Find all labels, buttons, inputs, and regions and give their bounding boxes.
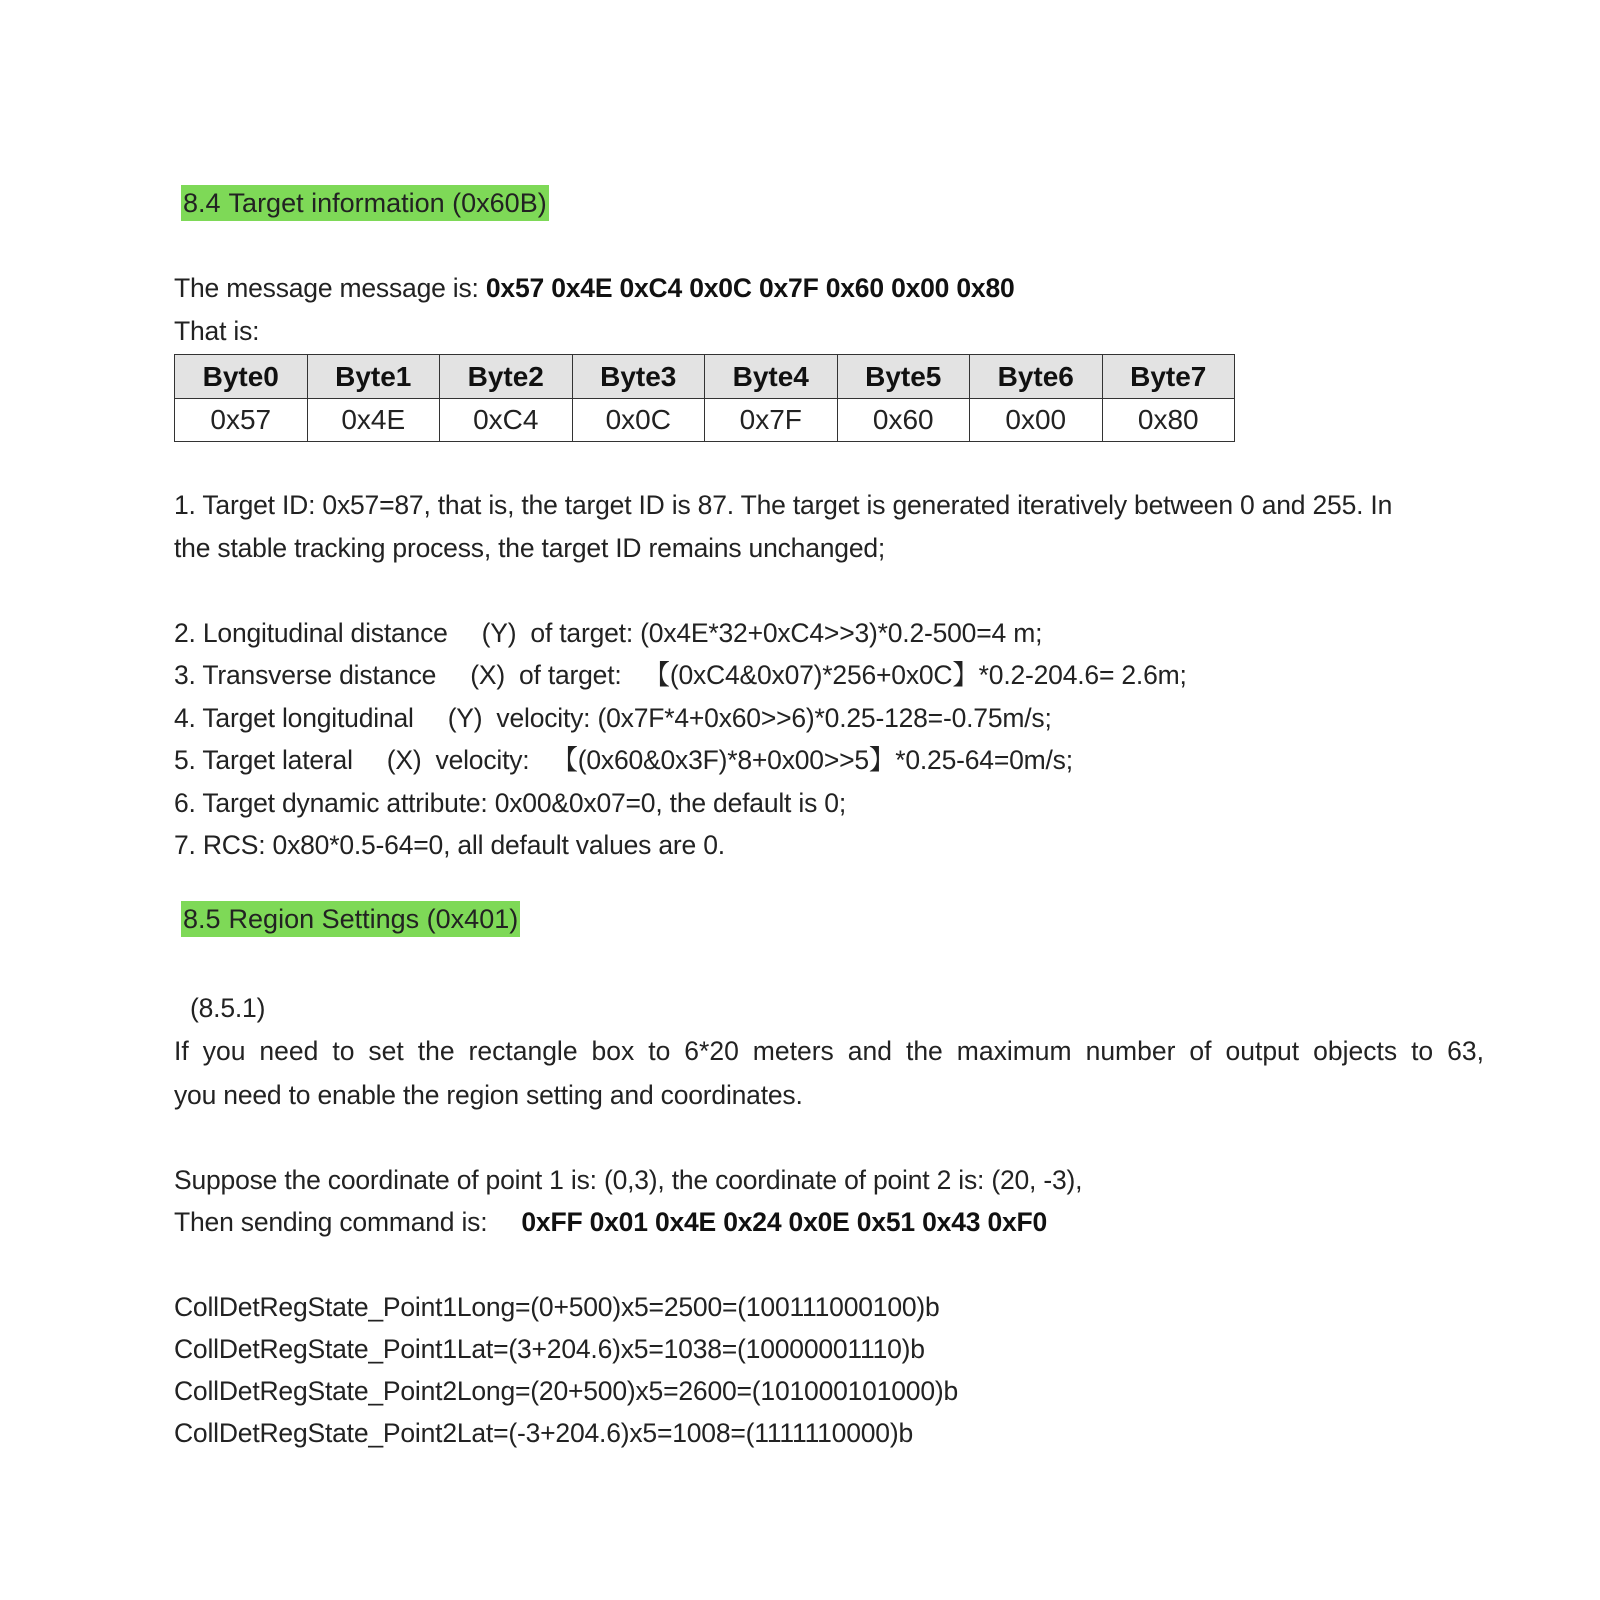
message-byte: 0x4E [551, 273, 613, 303]
suppose-line: Suppose the coordinate of point 1 is: (0,3), the coordinate of point 2 is: (20, -3), [174, 1165, 1083, 1195]
calc-point2-lat: CollDetRegState_Point2Lat=(-3+204.6)x5=1008=(1111110000)b [174, 1418, 913, 1448]
axis-tag: (X) [470, 660, 505, 690]
byte-table [174, 354, 1235, 442]
table-header-cell: Byte6 [970, 355, 1103, 399]
table-header-cell: Byte7 [1102, 355, 1235, 399]
table-header-cell: Byte1 [307, 355, 440, 399]
calc-point1-lat: CollDetRegState_Point1Lat=(3+204.6)x5=1038=(10000001110)b [174, 1334, 925, 1364]
item-text: velocity: [435, 745, 530, 775]
command-byte: 0x51 [856, 1207, 915, 1237]
region-description-line-2: you need to enable the region setting and coordinates. [174, 1080, 803, 1110]
section-title: Region Settings (0x401) [228, 904, 519, 934]
table-header-cell: Byte2 [440, 355, 573, 399]
table-cell: 0x0C [572, 399, 705, 442]
table-cell: 0x57 [175, 399, 308, 442]
table-cell: 0x7F [705, 399, 838, 442]
paragraph-text: If you need to set the rectangle box to 6*20 meters and the maximum number of output objects to 63, [174, 1036, 1484, 1066]
table-cell: 0x60 [837, 399, 970, 442]
target-id-line-2: the stable tracking process, the target ID remains unchanged; [174, 533, 886, 563]
that-is-label: That is: [174, 316, 260, 346]
command-byte: 0x4E [654, 1207, 717, 1237]
item-transverse-distance [174, 662, 1187, 689]
table-header-row [175, 355, 1235, 399]
command-byte: 0x43 [922, 1207, 981, 1237]
item-dynamic-attribute: 6. Target dynamic attribute: 0x00&0x07=0, the default is 0; [174, 788, 846, 818]
section-title: Target information (0x60B) [228, 188, 547, 218]
message-byte: 0x00 [891, 273, 950, 303]
subsection-label-8-5-1: (8.5.1) [190, 993, 266, 1023]
table-cell: 0xC4 [440, 399, 573, 442]
message-byte: 0x57 [485, 273, 545, 303]
command-prefix: Then sending command is: [174, 1207, 488, 1237]
table-cell: 0x80 [1102, 399, 1235, 442]
message-prefix: The message message is: [174, 273, 479, 303]
command-byte: 0xFF [521, 1207, 583, 1237]
message-byte: 0x60 [825, 273, 884, 303]
item-formula: velocity: (0x7F*4+0x60>>6)*0.25-128=-0.75m/s; [496, 703, 1052, 733]
command-bytes [521, 1207, 1047, 1237]
item-label: 5. Target lateral [174, 745, 353, 775]
section-number: 8.5 [183, 904, 221, 934]
axis-tag: (X) [386, 745, 422, 775]
item-label: 4. Target longitudinal [174, 703, 414, 733]
command-byte: 0xF0 [987, 1207, 1048, 1237]
section-number: 8.4 [183, 188, 221, 218]
message-byte: 0x80 [956, 273, 1015, 303]
item-longitudinal-velocity [174, 705, 1052, 732]
calc-point2-long: CollDetRegState_Point2Long=(20+500)x5=2600=(101000101000)b [174, 1376, 959, 1406]
command-byte: 0x01 [589, 1207, 648, 1237]
table-row [175, 399, 1235, 442]
message-byte: 0x7F [758, 273, 819, 303]
axis-tag: (Y) [447, 703, 483, 733]
section-heading-8-4 [181, 185, 549, 221]
item-label: 2. Longitudinal distance [174, 618, 448, 648]
table-header-cell: Byte4 [705, 355, 838, 399]
table-cell: 0x4E [307, 399, 440, 442]
target-id-line-1: 1. Target ID: 0x57=87, that is, the target ID is 87. The target is generated iteratively between 0 and 255. In [174, 490, 1393, 520]
table-header-cell: Byte5 [837, 355, 970, 399]
section-heading-8-5 [181, 901, 520, 937]
command-line [174, 1209, 1047, 1236]
table-header-cell: Byte3 [572, 355, 705, 399]
item-longitudinal-distance [174, 620, 1042, 647]
item-formula: of target: (0x4E*32+0xC4>>3)*0.2-500=4 m; [530, 618, 1043, 648]
table-header-cell: Byte0 [175, 355, 308, 399]
message-byte: 0xC4 [619, 273, 683, 303]
table-cell: 0x00 [970, 399, 1103, 442]
item-formula: 【(0x60&0x3F)*8+0x00>>5】*0.25-64=0m/s; [551, 745, 1073, 775]
item-rcs: 7. RCS: 0x80*0.5-64=0, all default values are 0. [174, 830, 725, 860]
command-byte: 0x24 [723, 1207, 782, 1237]
message-bytes [486, 273, 1015, 303]
item-text: of target: [518, 660, 622, 690]
command-byte: 0x0E [788, 1207, 850, 1237]
region-description-line-1 [174, 1030, 1484, 1073]
axis-tag: (Y) [481, 618, 517, 648]
message-byte: 0x0C [689, 273, 752, 303]
item-formula: 【(0xC4&0x07)*256+0x0C】*0.2-204.6= 2.6m; [643, 660, 1187, 690]
calc-point1-long: CollDetRegState_Point1Long=(0+500)x5=2500=(100111000100)b [174, 1292, 940, 1322]
item-lateral-velocity [174, 747, 1073, 774]
message-line [174, 275, 1015, 302]
item-label: 3. Transverse distance [174, 660, 437, 690]
